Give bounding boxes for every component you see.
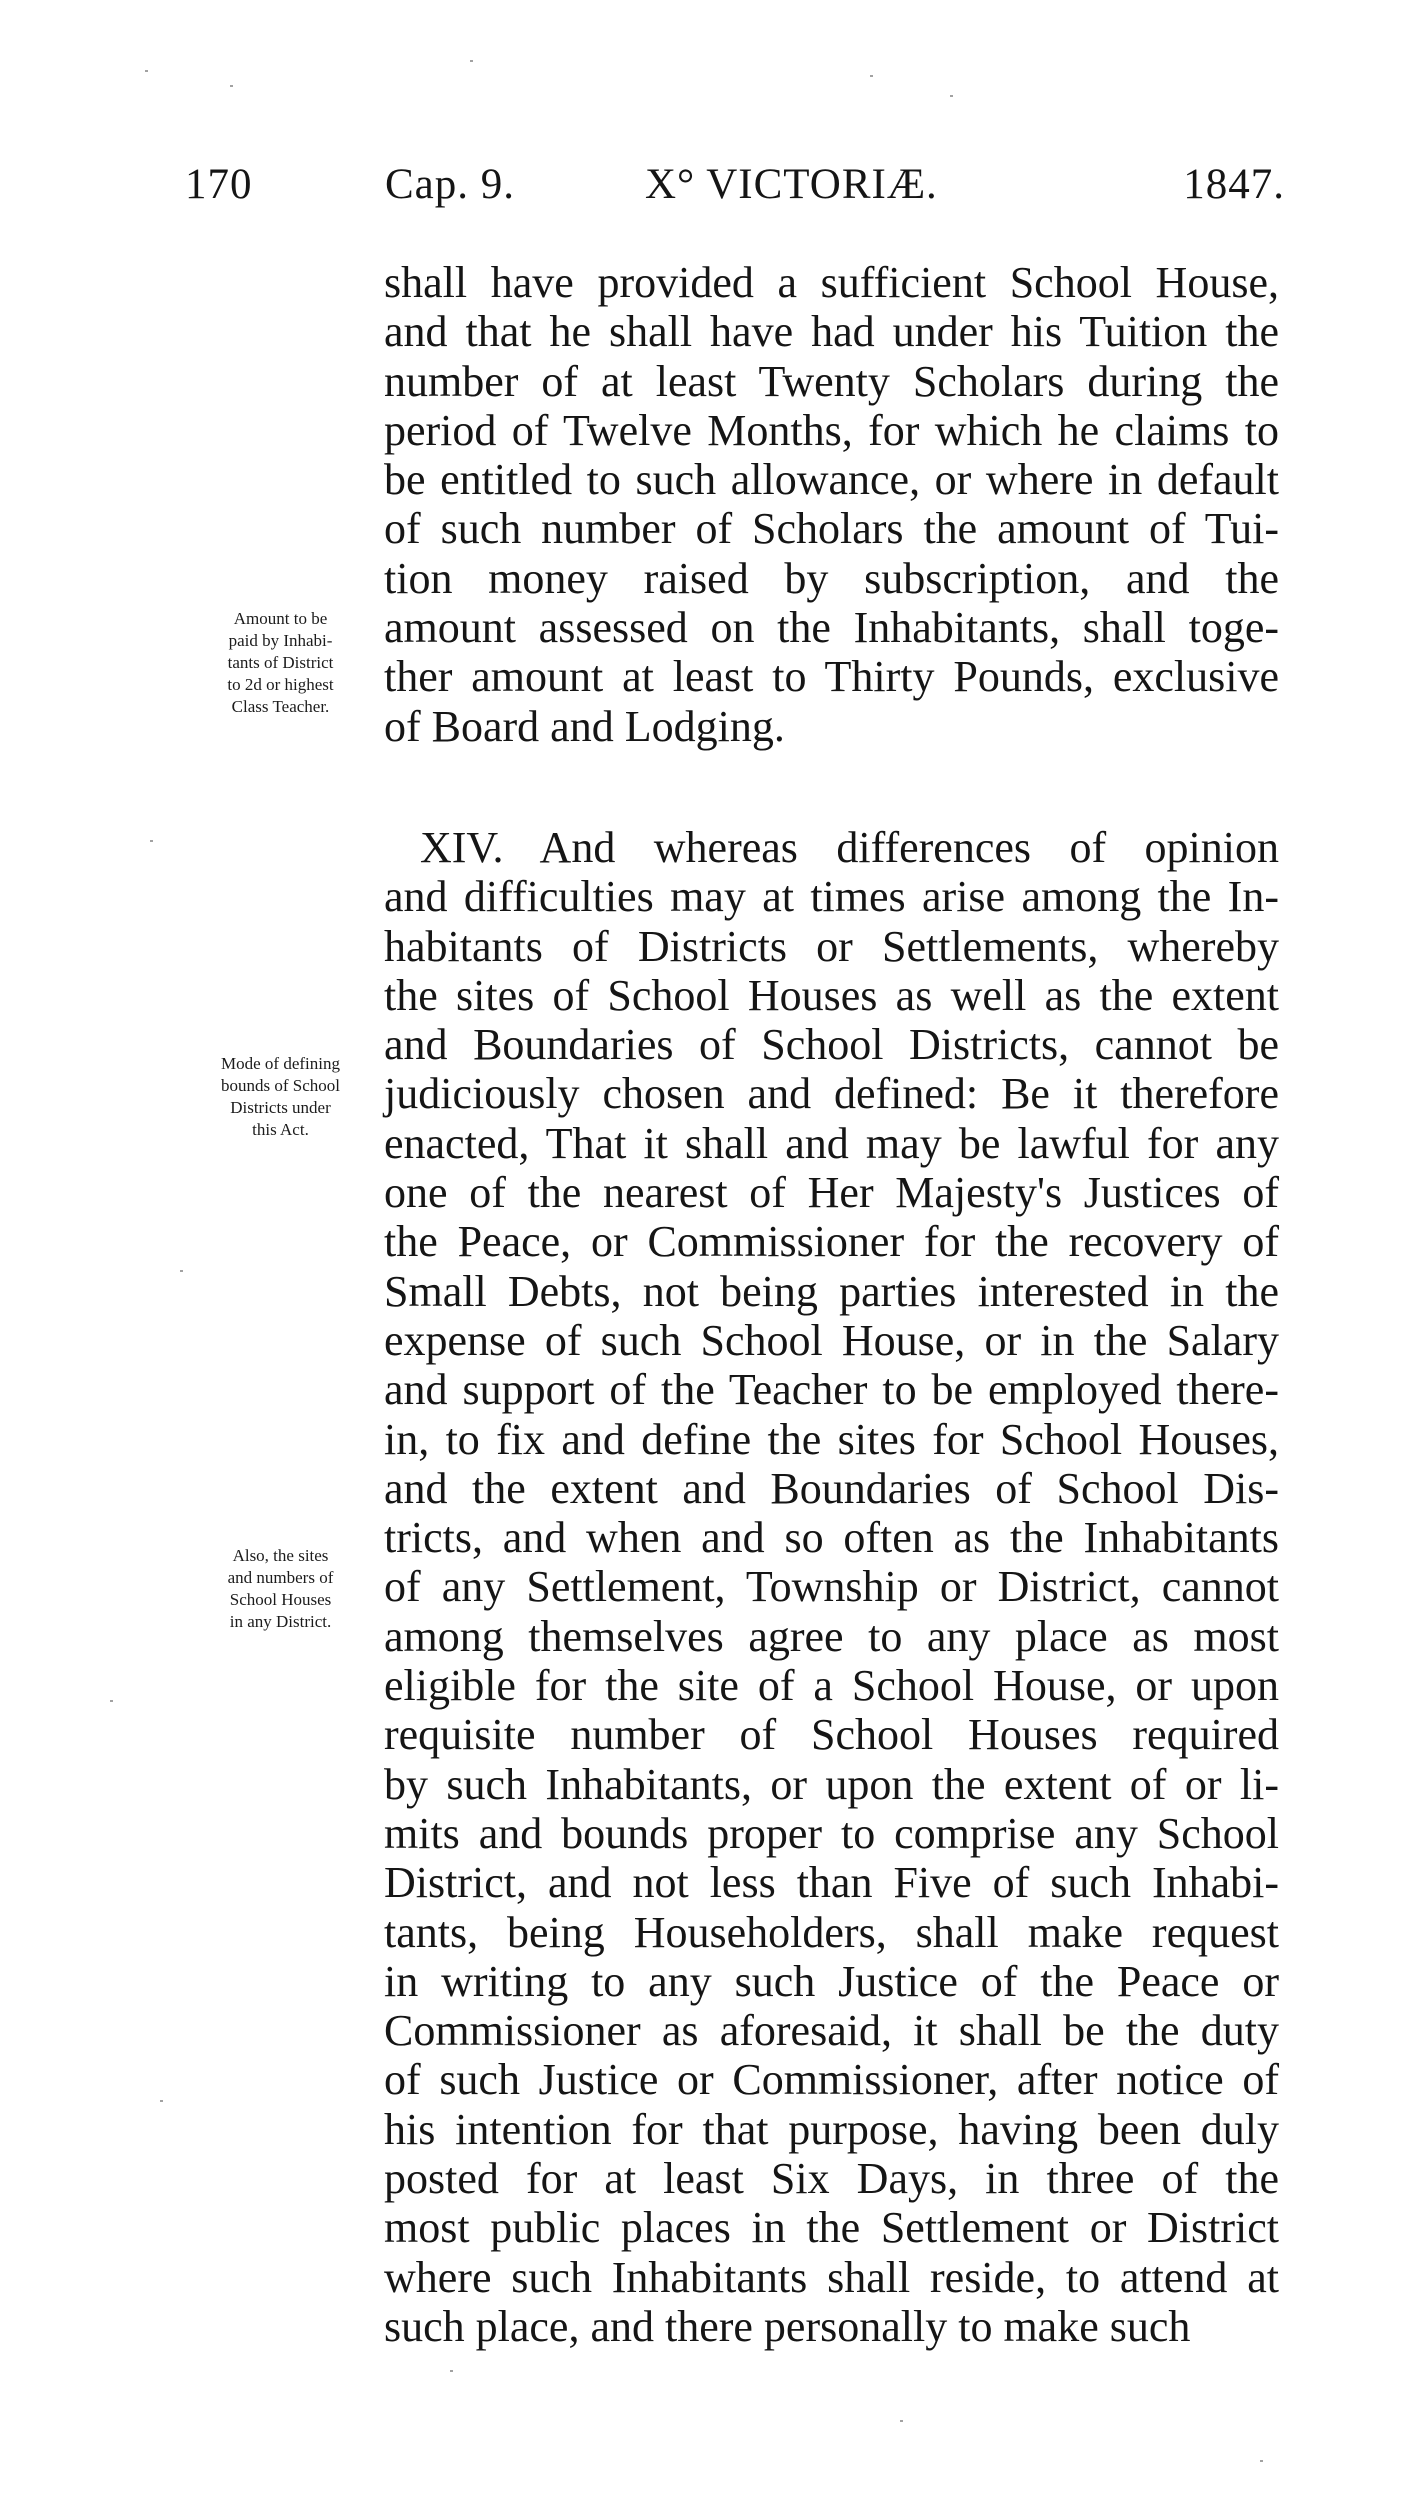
text-line: be entitled to such allowance, or where in default	[384, 455, 1279, 505]
text-line: eligible for the site of a School House, or upon	[384, 1661, 1279, 1711]
marginal-note-line: in any District.	[229, 1612, 332, 1631]
marginal-note-line: this Act.	[252, 1120, 309, 1139]
text-line: habitants of Districts or Settlements, whereby	[384, 921, 1279, 971]
text-line: number of at least Twenty Scholars during the	[384, 356, 1279, 406]
text-line: District, and not less than Five of such Inhabi-	[384, 1858, 1279, 1908]
text-line: tants, being Householders, shall make request	[384, 1907, 1279, 1957]
marginal-note-line: paid by Inhabi-	[228, 631, 333, 650]
text-line: shall have provided a sufficient School House,	[384, 258, 1279, 307]
marginal-note-line: tants of District	[227, 653, 334, 672]
chapter-label: Cap. 9.	[385, 161, 516, 208]
scan-speck	[180, 1270, 183, 1272]
text-line: of any Settlement, Township or District, cannot	[384, 1562, 1279, 1612]
text-line: and the extent and Boundaries of School Dis-	[384, 1463, 1279, 1513]
scan-speck	[145, 70, 148, 72]
marginal-note-line: School Houses	[229, 1590, 332, 1609]
text-line: requisite number of School Houses required	[384, 1710, 1279, 1760]
scan-speck	[160, 2100, 163, 2102]
marginal-note-line: to 2d or highest	[227, 675, 334, 694]
text-line: where such Inhabitants shall reside, to attend at	[384, 2252, 1279, 2302]
marginal-note-line: and numbers of	[227, 1568, 334, 1587]
text-line: judiciously chosen and defined: Be it therefore	[384, 1069, 1279, 1119]
text-line: among themselves agree to any place as most	[384, 1611, 1279, 1661]
year-label: 1847.	[1183, 161, 1285, 208]
marginal-note	[178, 1053, 383, 1141]
marginal-note-line: Amount to be	[233, 609, 328, 628]
text-line: period of Twelve Months, for which he claims to	[384, 405, 1279, 455]
marginal-note-line: Districts under	[230, 1098, 331, 1117]
text-line: tion money raised by subscription, and the	[384, 553, 1279, 603]
text-line: expense of such School House, or in the Salary	[384, 1315, 1279, 1365]
marginal-note	[178, 1545, 383, 1633]
scan-speck	[1260, 2460, 1263, 2462]
text-line: the sites of School Houses as well as the extent	[384, 970, 1279, 1020]
text-line: of such number of Scholars the amount of Tui-	[384, 504, 1279, 554]
marginal-note-line: bounds of School	[221, 1076, 340, 1095]
text-line: the Peace, or Commissioner for the recovery of	[384, 1217, 1279, 1267]
text-line: ther amount at least to Thirty Pounds, exclusive	[384, 652, 1279, 702]
text-line: one of the nearest of Her Majesty's Justices of	[384, 1168, 1279, 1218]
scan-speck	[110, 1700, 113, 1702]
text-line: and difficulties may at times arise among the In-	[384, 872, 1279, 922]
text-line: most public places in the Settlement or District	[384, 2203, 1279, 2253]
text-line: by such Inhabitants, or upon the extent of or li-	[384, 1759, 1279, 1809]
marginal-note-line: Also, the sites	[232, 1546, 329, 1565]
reign-label: X° VICTORIÆ.	[645, 161, 938, 208]
text-line: Commissioner as aforesaid, it shall be the duty	[384, 2006, 1279, 2056]
text-line: and support of the Teacher to be employed there-	[384, 1365, 1279, 1415]
text-line: such place, and there personally to make such	[384, 2301, 1191, 2351]
text-line: posted for at least Six Days, in three of the	[384, 2153, 1279, 2203]
scan-speck	[470, 60, 473, 62]
body-text	[384, 258, 1279, 2351]
text-line: in, to fix and define the sites for School Houses,	[384, 1414, 1279, 1464]
page-number: 170	[185, 161, 253, 208]
text-line: Small Debts, not being parties interested in the	[384, 1266, 1279, 1316]
text-line: mits and bounds proper to comprise any School	[384, 1808, 1279, 1858]
paragraph-gap	[384, 751, 1279, 823]
text-line: and that he shall have had under his Tuition the	[384, 307, 1279, 357]
scan-speck	[950, 95, 953, 97]
section-heading-line: XIV. And whereas differences of opinion	[420, 822, 1279, 872]
marginal-note-line: Class Teacher.	[231, 697, 330, 716]
text-line: his intention for that purpose, having been duly	[384, 2104, 1279, 2154]
text-line: in writing to any such Justice of the Peace or	[384, 1956, 1279, 2006]
scan-speck	[230, 85, 233, 87]
running-header	[185, 160, 1285, 220]
text-line: and Boundaries of School Districts, cannot be	[384, 1020, 1279, 1070]
scan-speck	[150, 840, 153, 842]
text-line: tricts, and when and so often as the Inhabitants	[384, 1513, 1279, 1563]
scan-speck	[870, 75, 873, 77]
scan-speck	[900, 2420, 903, 2422]
text-line: of Board and Lodging.	[384, 701, 785, 751]
marginal-note-line: Mode of defining	[221, 1054, 340, 1073]
scan-speck	[450, 2370, 453, 2372]
text-line: enacted, That it shall and may be lawful for any	[384, 1118, 1279, 1168]
marginal-note	[178, 608, 383, 718]
text-line: amount assessed on the Inhabitants, shall toge-	[384, 603, 1279, 653]
text-line: of such Justice or Commissioner, after notice of	[384, 2055, 1279, 2105]
